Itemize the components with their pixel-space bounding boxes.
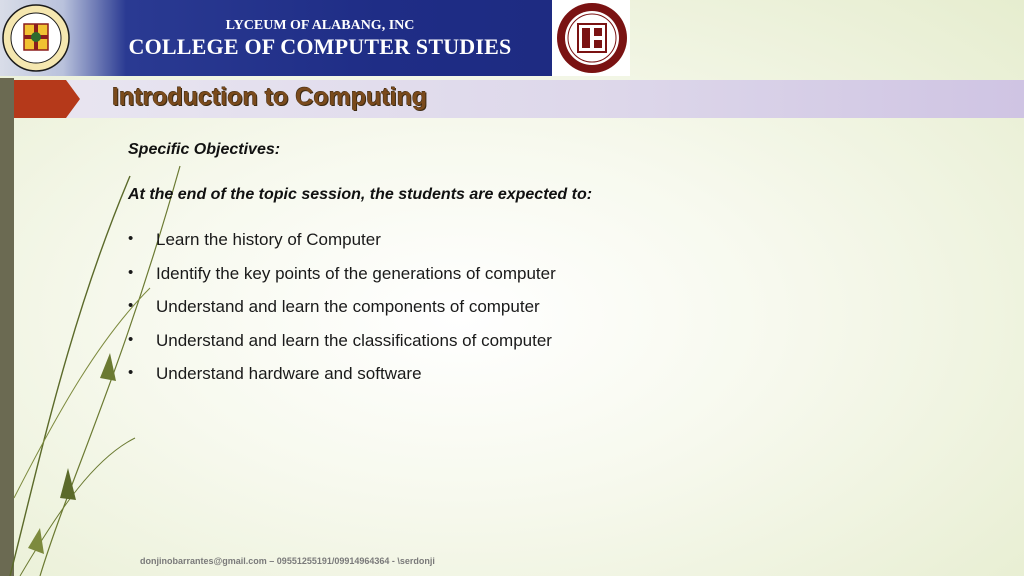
objective-text: Learn the history of Computer	[156, 230, 381, 249]
lyceum-seal-icon	[2, 4, 70, 72]
school-name: LYCEUM OF ALABANG, INC	[225, 18, 415, 33]
bullet-icon: •	[128, 364, 134, 381]
objective-text: Understand and learn the classifications of computer	[156, 330, 552, 350]
objective-text: Understand hardware and software	[156, 364, 422, 383]
objectives-intro: At the end of the topic session, the students are expected to:	[128, 186, 593, 203]
footer-contact: donjinobarrantes@gmail.com – 09551255191/09914964364 - \serdonji	[140, 556, 435, 566]
ccs-seal-icon	[556, 2, 628, 74]
bullet-icon: •	[128, 230, 134, 247]
slide-title: Introduction to Computing	[112, 83, 428, 111]
bullet-icon: •	[128, 330, 134, 348]
bullet-icon: •	[128, 263, 134, 281]
bullet-icon: •	[128, 297, 134, 314]
objectives-heading: Specific Objectives:	[128, 141, 281, 158]
objective-text: Understand and learn the components of computer	[156, 297, 540, 316]
ccs-logo-container	[552, 0, 630, 76]
college-name: COLLEGE OF COMPUTER STUDIES	[128, 34, 512, 59]
title-arrow-icon	[14, 80, 80, 118]
objective-text: Identify the key points of the generations of computer	[156, 263, 556, 283]
header-banner	[0, 0, 630, 76]
